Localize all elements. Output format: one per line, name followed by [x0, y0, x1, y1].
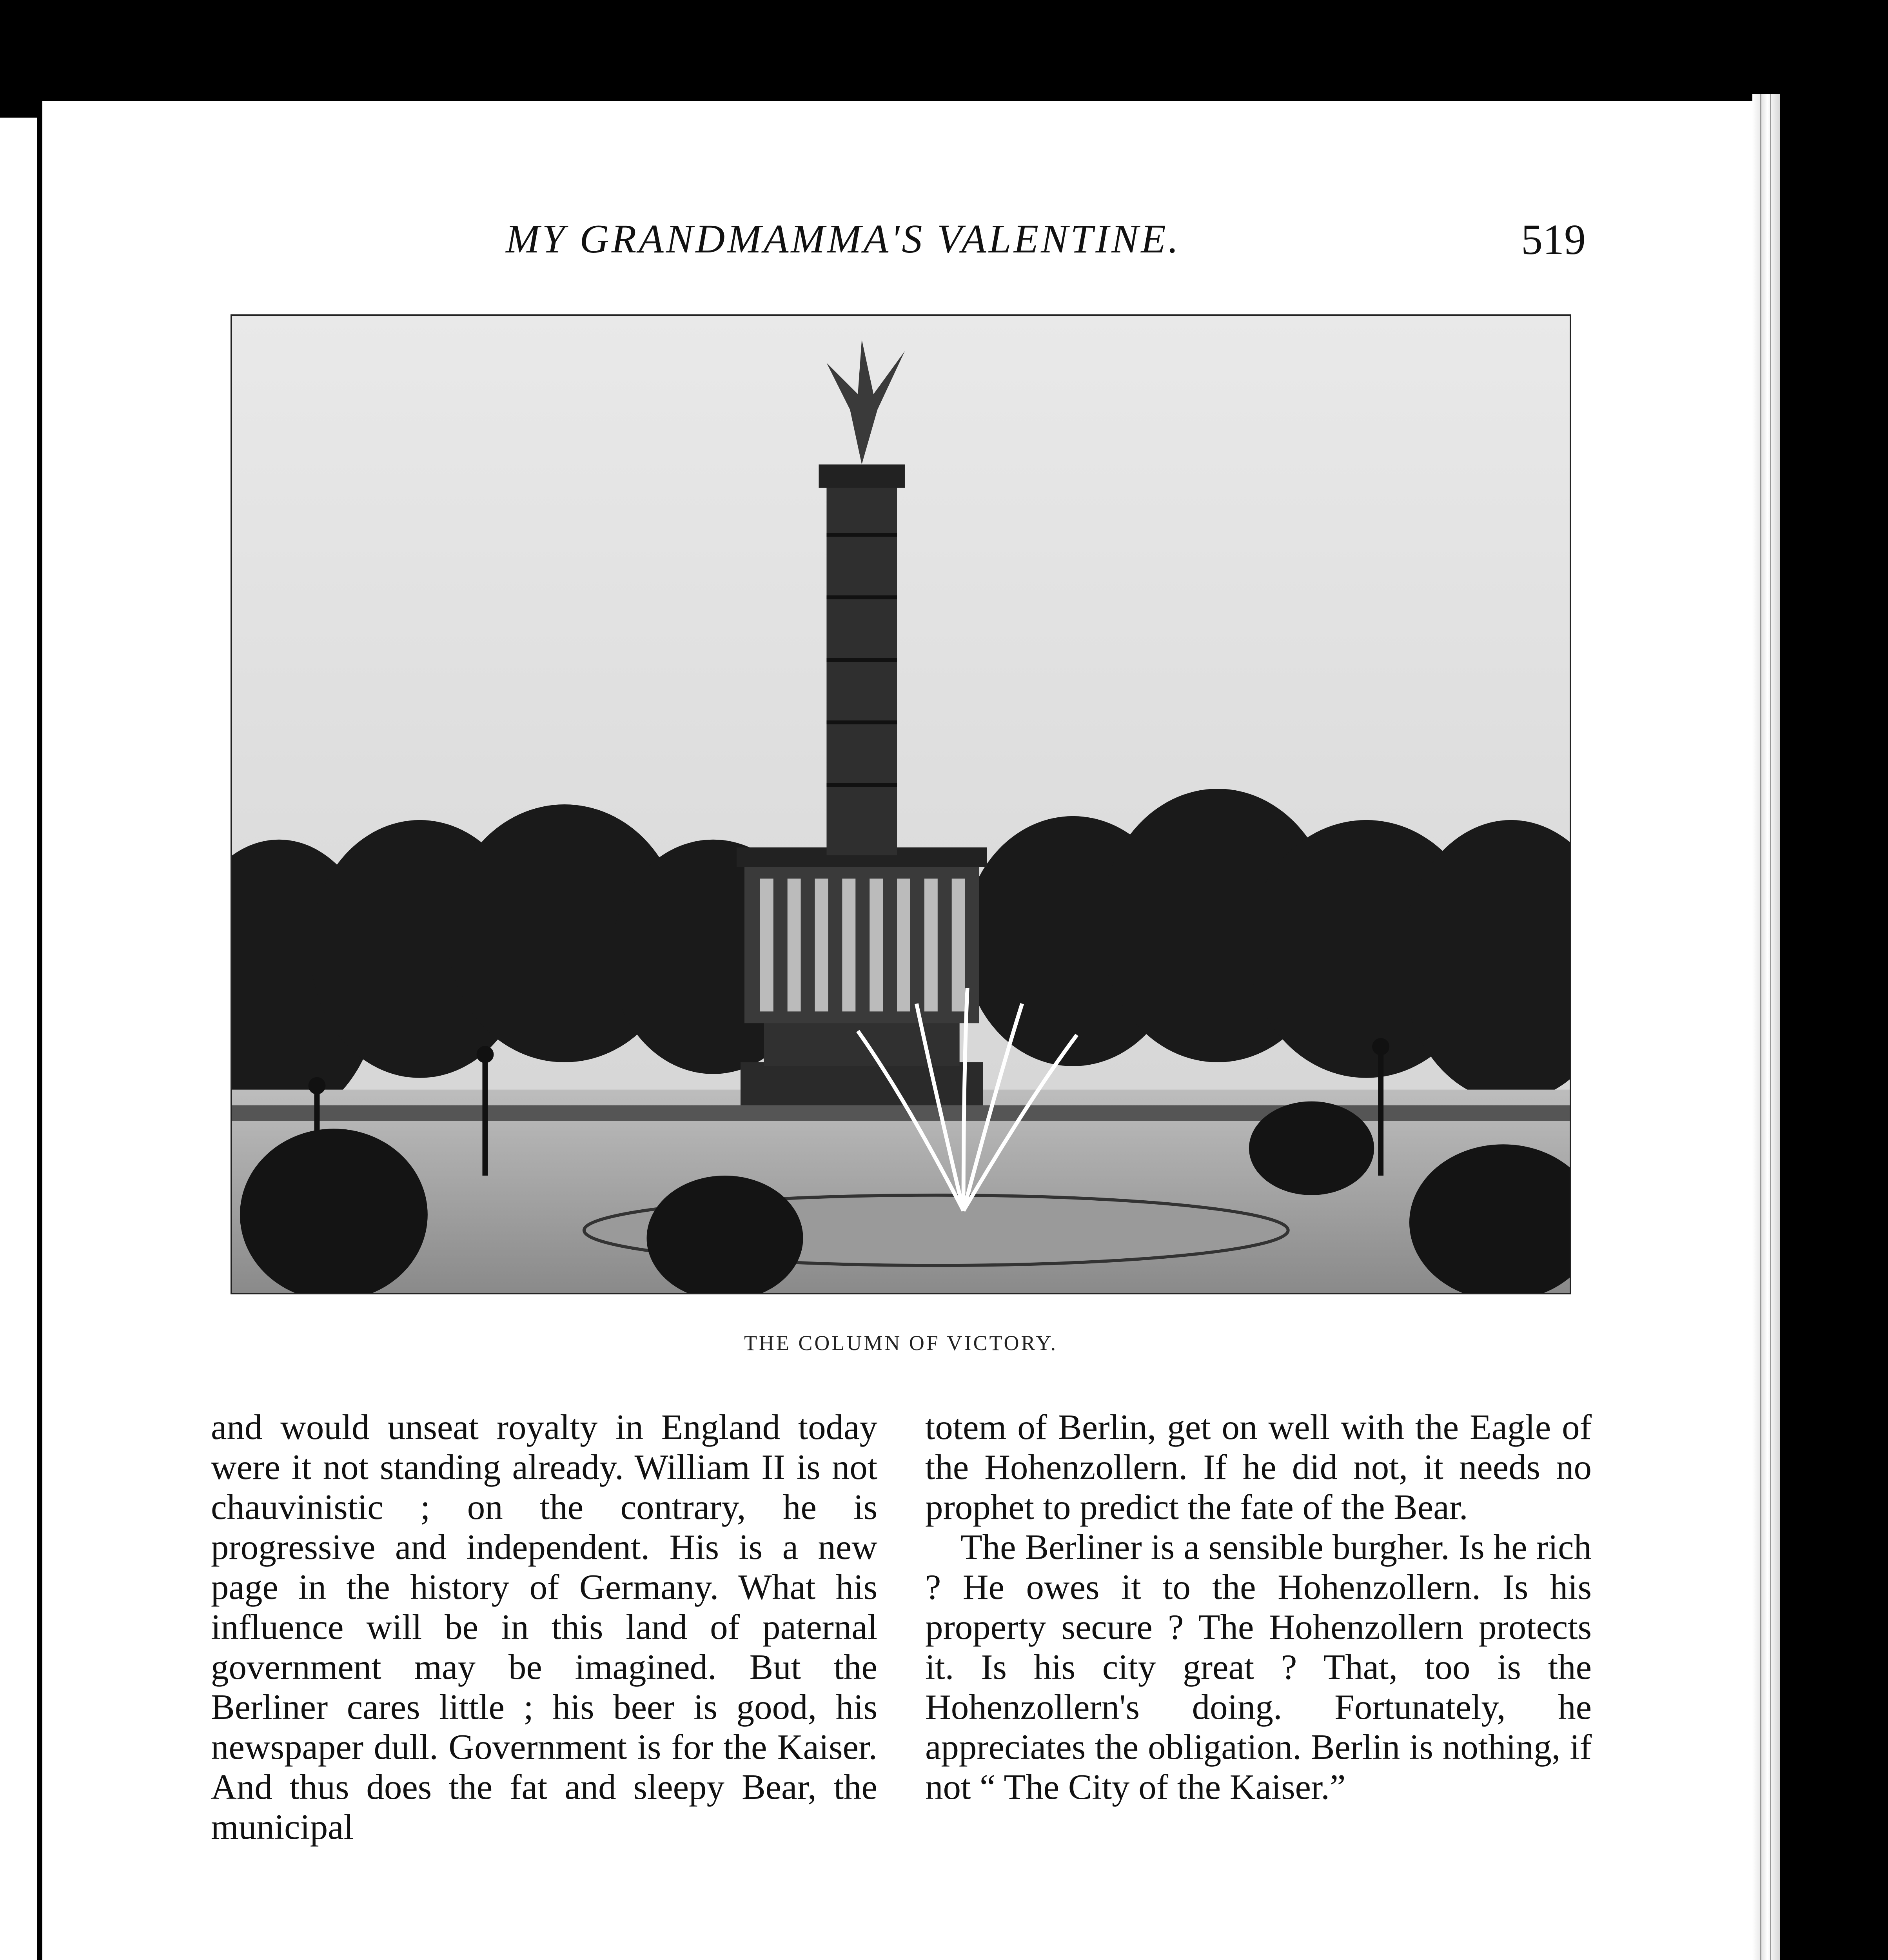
photo-caption: THE COLUMN OF VICTORY.	[744, 1331, 1058, 1355]
body-paragraph: totem of Berlin, get on well with the Eagle of the Hohenzollern. If he did not, it needs no prophet to predict the fate of the Bear.	[925, 1407, 1592, 1527]
facing-page-edge	[0, 118, 37, 1960]
body-paragraph: and would unseat royalty in England today were it not standing already. William II is not chauvinistic ; on the contrary, he is progressive and independent. His is a new page in the history of Germany. What his influence will be in this land of paternal government may be imagined. But the Berliner cares little ; his beer is good, his newspaper dull. Government is for the Kaiser. And thus does the fat and sleepy Bear, the municipal	[211, 1407, 877, 1847]
column-of-victory-photo	[231, 314, 1571, 1294]
body-paragraph: The Berliner is a sensible burgher. Is he rich ? He owes it to the Hohenzollern. Is his property secure ? The Hohenzollern protects it. Is his city great ? That, too is the Hohenzollern's doing. Fortunately, he appreciates the obligation. Berlin is nothing, if not “ The City of the Kaiser.”	[925, 1527, 1592, 1807]
page-number: 519	[1521, 216, 1586, 263]
body-column-right	[925, 1407, 1592, 1807]
edge-line	[1760, 94, 1761, 1960]
page-gutter-edge	[1752, 94, 1780, 1960]
edge-line	[1770, 94, 1771, 1960]
running-head: MY GRANDMAMMA'S VALENTINE.	[506, 216, 1181, 261]
body-column-left	[211, 1407, 877, 1847]
